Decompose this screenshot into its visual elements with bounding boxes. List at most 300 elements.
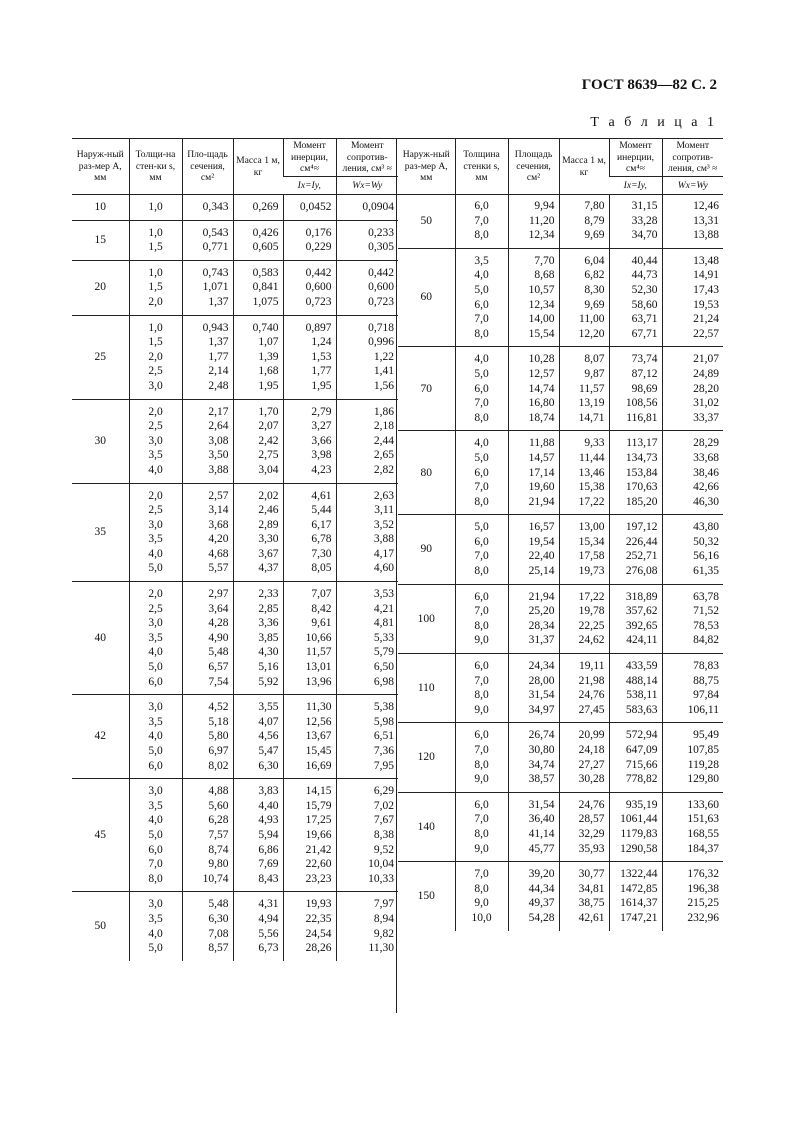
inertia-cell [283,315,336,399]
mass-value: 5,56 [258,927,279,940]
wall-thickness-value: 5,0 [148,942,163,955]
inertia-value: 15,45 [305,745,332,757]
resistance-value: 50,32 [693,535,719,548]
resistance-value: 3,52 [373,518,394,531]
outer-size-cell: 110 [398,654,455,723]
area-value: 12,34 [528,298,555,311]
mass-value: 6,73 [258,942,279,955]
inertia-value: 0,723 [305,295,332,308]
inertia-value: 153,84 [625,466,658,479]
wall-thickness-value: 6,0 [148,675,163,688]
mass-value: 2,75 [258,449,279,462]
area-cell [508,248,559,347]
inertia-cell [609,654,662,723]
mass-value: 34,81 [578,882,605,895]
size-group-row [398,654,723,723]
area-value: 1,77 [208,350,229,363]
resistance-value: 0,305 [368,241,394,254]
size-group-row [398,584,723,653]
wall-thickness-value: 5,0 [148,828,163,841]
resistance-value: 4,21 [373,602,394,615]
area-value: 49,37 [528,897,555,910]
wall-thickness-cell [129,220,182,260]
wall-thickness-cell [129,892,182,961]
area-cell [508,195,559,249]
area-value: 22,40 [528,550,555,563]
inertia-value: 31,15 [631,200,658,212]
wall-thickness-cell [455,723,508,792]
mass-value: 28,57 [578,813,605,826]
resistance-value: 38,46 [693,466,719,479]
inertia-value: 134,73 [625,451,658,464]
size-group-row [72,483,398,582]
inertia-cell [283,892,336,961]
area-value: 24,34 [528,660,555,673]
area-value: 31,37 [528,634,555,647]
mass-value: 8,07 [584,353,605,366]
page-header: ГОСТ 8639—82 С. 2 [581,77,717,93]
wall-thickness-value: 5,0 [148,661,163,674]
wall-thickness-value: 4,0 [474,269,489,282]
mass-value: 27,45 [578,703,605,716]
resistance-cell [662,431,723,515]
resistance-cell [336,260,398,315]
mass-value: 1,68 [258,365,279,378]
mass-value: 8,43 [258,872,279,885]
resistance-value: 3,11 [374,504,394,517]
mass-value: 17,22 [578,590,605,603]
inertia-value: 1061,44 [620,813,658,826]
col-subheader-resist: Wx=Wy [336,176,398,195]
outer-size-cell: 25 [72,315,129,399]
area-value: 3,14 [208,504,229,517]
resistance-value: 21,24 [693,313,719,326]
resistance-value: 17,43 [693,283,719,296]
wall-thickness-value: 2,0 [148,350,163,363]
wall-thickness-value: 7,0 [474,744,489,756]
inertia-cell [283,195,336,221]
resistance-value: 88,75 [693,674,719,687]
area-value: 5,18 [208,715,229,728]
mass-value: 3,55 [258,701,279,714]
mass-value: 4,07 [258,715,279,728]
area-value: 44,34 [528,882,555,895]
area-value: 8,68 [534,269,555,282]
mass-value: 42,61 [578,911,605,924]
mass-cell [233,779,283,892]
area-cell [182,260,233,315]
mass-cell [233,582,283,695]
wall-thickness-value: 5,0 [148,745,163,757]
wall-thickness-value: 8,0 [474,327,489,340]
area-cell [508,584,559,653]
resistance-cell [336,779,398,892]
wall-thickness-value: 3,0 [148,617,163,630]
col-header-mass: Масса 1 м, кг [559,139,609,195]
resistance-value: 10,33 [368,872,394,885]
resistance-cell [336,582,398,695]
inertia-value: 34,70 [631,229,658,242]
mass-value: 13,19 [578,397,605,410]
resistance-value: 7,97 [373,898,394,911]
col-header-a: Наруж-ный раз-мер A, мм [72,139,129,195]
mass-value: 3,67 [258,547,279,560]
inertia-value: 40,44 [631,254,658,267]
resistance-value: 5,38 [373,701,394,714]
mass-cell [559,248,609,347]
area-value: 31,54 [528,798,555,811]
resistance-value: 1,86 [373,405,394,418]
resistance-value: 8,94 [373,912,394,925]
mass-value: 2,46 [258,504,279,517]
mass-value: 11,44 [579,451,605,464]
inertia-value: 424,11 [626,634,658,647]
inertia-value: 538,11 [626,689,658,702]
mass-cell [559,584,609,653]
mass-value: 1,07 [258,336,279,349]
inertia-value: 1322,44 [620,868,658,881]
mass-cell [559,723,609,792]
wall-thickness-cell [129,399,182,483]
area-value: 7,08 [208,927,229,940]
resistance-value: 5,98 [373,715,394,728]
resistance-value: 5,33 [373,631,394,644]
resistance-value: 78,53 [693,619,719,632]
wall-thickness-value: 2,0 [148,405,163,418]
wall-thickness-value: 7,0 [474,868,489,881]
area-value: 0,943 [202,321,229,334]
mass-value: 4,30 [258,646,279,659]
mass-value: 1,70 [258,405,279,418]
inertia-value: 0,897 [305,321,332,334]
area-value: 25,14 [528,565,555,578]
resistance-value: 31,02 [693,397,719,410]
outer-size-cell: 70 [398,347,455,431]
wall-thickness-value: 4,0 [474,353,489,366]
mass-value: 30,28 [578,773,605,786]
wall-thickness-value: 7,0 [474,214,489,227]
inertia-cell [609,723,662,792]
inertia-value: 16,69 [305,759,332,772]
wall-thickness-value: 5,0 [474,451,489,464]
area-value: 2,97 [208,588,229,601]
inertia-value: 583,63 [625,703,658,716]
mass-value: 8,30 [584,283,605,296]
wall-thickness-value: 3,5 [474,254,489,267]
inertia-value: 5,44 [311,504,332,517]
inertia-value: 14,15 [305,785,332,798]
resistance-value: 0,718 [368,321,394,334]
wall-thickness-cell [455,792,508,861]
wall-thickness-value: 3,0 [148,785,163,798]
wall-thickness-value: 10,0 [471,911,492,924]
resistance-cell [662,862,723,931]
mass-value: 2,85 [258,602,279,615]
resistance-value: 10,04 [368,858,394,871]
area-value: 1,37 [208,336,229,349]
wall-thickness-value: 3,0 [148,701,163,714]
area-value: 14,00 [528,313,555,326]
inertia-value: 116,81 [626,411,658,424]
inertia-cell [609,792,662,861]
wall-thickness-value: 3,0 [148,434,163,447]
resistance-value: 151,63 [687,813,719,826]
inertia-value: 647,09 [625,744,658,756]
mass-cell [233,220,283,260]
area-value: 21,94 [528,590,555,603]
mass-value: 38,75 [578,897,605,910]
area-value: 19,54 [528,535,555,548]
inertia-value: 73,74 [631,353,658,366]
wall-thickness-value: 3,0 [148,518,163,531]
mass-value: 27,27 [578,758,605,771]
wall-thickness-value: 9,0 [474,634,489,647]
mass-value: 0,605 [252,241,279,254]
mass-cell [233,399,283,483]
resistance-value: 33,68 [693,451,719,464]
outer-size-cell: 15 [72,220,129,260]
resistance-value: 21,07 [693,353,719,366]
table-divider [396,138,397,1013]
resistance-value: 4,60 [373,562,394,575]
inertia-value: 19,66 [305,828,332,841]
inertia-cell [609,195,662,249]
mass-value: 24,18 [578,744,605,756]
area-value: 6,57 [208,661,229,674]
table-caption: Т а б л и ц а 1 [590,115,717,130]
wall-thickness-value: 3,5 [148,631,163,644]
mass-value: 11,57 [579,382,605,395]
inertia-value: 185,20 [625,495,658,508]
wall-thickness-value: 8,0 [148,872,163,885]
inertia-value: 226,44 [625,535,658,548]
area-cell [182,195,233,221]
inertia-cell [283,483,336,582]
inertia-value: 22,35 [305,912,332,925]
outer-size-cell: 50 [72,892,129,961]
resistance-value: 1,22 [373,350,394,363]
inertia-value: 778,82 [625,773,658,786]
outer-size-cell: 120 [398,723,455,792]
resistance-value: 2,44 [373,434,394,447]
area-cell [182,892,233,961]
size-group-row [72,220,398,260]
resistance-cell [336,483,398,582]
wall-thickness-value: 4,0 [474,437,489,450]
area-value: 25,20 [528,605,555,618]
wall-thickness-value: 6,0 [474,590,489,603]
col-header-area: Площадь сечения, см² [508,139,559,195]
col-header-a: Наруж-ный раз-мер A, мм [398,139,455,195]
size-group-row [398,248,723,347]
mass-value: 4,31 [258,898,279,911]
area-value: 7,57 [208,828,229,841]
area-value: 10,57 [528,283,555,296]
area-value: 6,30 [208,912,229,925]
mass-cell [559,515,609,584]
mass-value: 6,86 [258,843,279,856]
mass-cell [559,195,609,249]
resistance-value: 4,17 [373,547,394,560]
area-cell [508,515,559,584]
resistance-value: 1,41 [373,365,394,378]
mass-value: 19,11 [579,660,605,673]
resistance-value: 78,83 [693,660,719,673]
size-group-row [398,515,723,584]
wall-thickness-value: 6,0 [474,382,489,395]
area-value: 6,28 [208,814,229,827]
inertia-cell [609,584,662,653]
resistance-cell [336,220,398,260]
resistance-cell [336,195,398,221]
inertia-value: 44,73 [631,269,658,282]
col-header-inertia: Момент инерции, см⁴≈ [283,139,336,177]
inertia-value: 1,53 [311,350,332,363]
resistance-value: 7,67 [373,814,394,827]
mass-value: 9,87 [584,367,605,380]
inertia-value: 1179,83 [620,827,658,840]
mass-value: 4,40 [258,799,279,812]
area-value: 8,74 [208,843,229,856]
resistance-cell [336,315,398,399]
resistance-value: 4,81 [373,617,394,630]
outer-size-cell: 140 [398,792,455,861]
wall-thickness-value: 4,0 [148,547,163,560]
wall-thickness-value: 6,0 [148,759,163,772]
col-header-resist: Момент сопротив-ления, см³ ≈ [662,139,723,177]
wall-thickness-value: 8,0 [474,565,489,578]
col-header-area: Пло-щадь сечения, см² [182,139,233,195]
mass-value: 22,25 [578,619,605,632]
area-value: 1,37 [208,295,229,308]
area-value: 45,77 [528,842,555,855]
table-left-body [72,195,398,961]
resistance-value: 184,37 [687,842,719,855]
mass-cell [559,347,609,431]
resistance-value: 19,53 [693,298,719,311]
resistance-value: 13,48 [693,254,719,267]
resistance-value: 22,57 [693,327,719,340]
inertia-value: 9,61 [311,617,332,630]
size-group-row [72,195,398,221]
outer-size-cell: 50 [420,214,432,227]
area-value: 3,64 [208,602,229,615]
inertia-value: 276,08 [625,565,658,578]
wall-thickness-cell [455,431,508,515]
inertia-value: 8,42 [311,602,332,615]
size-group-row [398,862,723,931]
inertia-value: 392,65 [625,619,658,632]
inertia-value: 1614,37 [620,897,658,910]
inertia-value: 12,56 [305,715,332,728]
mass-value: 1,39 [258,350,279,363]
inertia-value: 21,42 [305,843,332,856]
resistance-cell [336,892,398,961]
area-value: 4,90 [208,631,229,644]
outer-size-cell: 40 [72,582,129,695]
resistance-cell [662,195,723,249]
inertia-value: 197,12 [625,521,658,534]
resistance-value: 119,28 [687,758,719,771]
area-cell [182,695,233,779]
mass-cell [233,695,283,779]
resistance-value: 168,55 [687,827,719,840]
mass-value: 32,29 [578,827,605,840]
mass-value: 24,76 [578,798,605,811]
mass-value: 5,92 [258,675,279,688]
resistance-value: 107,85 [687,744,719,756]
wall-thickness-value: 3,5 [148,715,163,728]
area-value: 9,80 [208,858,229,871]
col-header-s: Толщина стенки s, мм [455,139,508,195]
wall-thickness-value: 7,0 [474,481,489,494]
inertia-value: 3,98 [311,449,332,462]
resistance-value: 2,18 [373,420,394,433]
wall-thickness-value: 3,5 [148,912,163,925]
area-value: 5,80 [208,730,229,743]
wall-thickness-value: 8,0 [474,827,489,840]
mass-value: 4,93 [258,814,279,827]
resistance-value: 11,30 [368,942,394,955]
table-left [72,138,398,961]
resistance-value: 0,233 [368,226,394,239]
wall-thickness-value: 3,5 [148,449,163,462]
mass-value: 6,82 [584,269,605,282]
area-value: 28,34 [528,619,555,632]
area-cell [508,431,559,515]
outer-size-cell: 90 [398,515,455,584]
inertia-value: 1,77 [311,365,332,378]
inertia-value: 935,19 [625,798,658,811]
mass-value: 24,76 [578,689,605,702]
area-value: 5,57 [208,562,229,575]
col-subheader-inertia: Ix=Iy, [283,176,336,195]
mass-value: 6,04 [584,254,605,267]
mass-value: 12,20 [578,327,605,340]
resistance-value: 106,11 [687,703,719,716]
wall-thickness-value: 7,0 [474,397,489,410]
inertia-value: 58,60 [631,298,658,311]
mass-cell [559,654,609,723]
area-value: 18,74 [528,411,555,424]
mass-value: 9,33 [584,437,605,450]
area-value: 39,20 [528,868,555,881]
wall-thickness-value: 8,0 [474,411,489,424]
area-value: 34,97 [528,703,555,716]
area-value: 41,14 [528,827,555,840]
mass-cell [559,431,609,515]
mass-value: 20,99 [578,729,605,742]
mass-value: 5,47 [258,745,279,757]
area-value: 2,57 [208,489,229,502]
inertia-cell [283,582,336,695]
inertia-cell [283,695,336,779]
mass-cell [559,862,609,931]
inertia-value: 87,12 [631,367,658,380]
area-value: 2,64 [208,420,229,433]
area-value: 54,28 [528,911,555,924]
mass-cell [233,892,283,961]
resistance-value: 3,53 [373,588,394,601]
col-header-s: Толщи-на стен-ки s, мм [129,139,182,195]
mass-value: 0,740 [252,321,279,334]
mass-value: 19,73 [578,565,605,578]
mass-value: 4,56 [258,730,279,743]
resistance-value: 95,49 [693,729,719,742]
resistance-value: 84,82 [693,634,719,647]
inertia-value: 10,66 [305,631,332,644]
wall-thickness-value: 8,0 [474,689,489,702]
